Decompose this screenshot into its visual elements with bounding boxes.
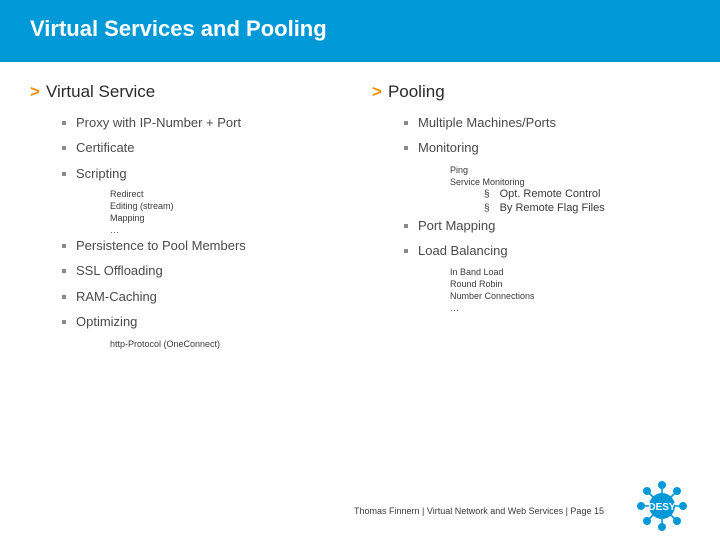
sub-item: Ping <box>450 165 469 175</box>
logo-label: DESY <box>648 502 676 513</box>
bullet-icon <box>62 269 66 273</box>
slide-title: Virtual Services and Pooling <box>30 16 327 41</box>
monitoring-sub-list <box>450 164 525 188</box>
list-item <box>62 314 137 329</box>
title-bar <box>0 0 720 62</box>
footer-text: Thomas Finnern | Virtual Network and Web Services | Page 15 <box>354 506 604 516</box>
list-item <box>62 238 246 253</box>
sub-item: Round Robin <box>450 279 503 289</box>
sub-bullet-label: Opt. Remote Control <box>499 188 601 200</box>
bullet-icon <box>404 146 408 150</box>
list-item <box>62 115 241 130</box>
load-balancing-sub-list <box>450 266 535 314</box>
sub-item: Service Monitoring <box>450 177 525 187</box>
list-item-label: Scripting <box>76 166 127 181</box>
sub-bullet-item <box>484 202 605 214</box>
bullet-icon <box>62 146 66 150</box>
left-column-heading <box>30 82 155 102</box>
chevron-right-icon: > <box>30 82 40 101</box>
sub-item: … <box>110 225 119 235</box>
bullet-icon <box>404 121 408 125</box>
optimizing-sub-list <box>110 338 220 350</box>
sub-item: Mapping <box>110 213 145 223</box>
sub-item: Number Connections <box>450 291 535 301</box>
list-item-label: Certificate <box>76 140 135 155</box>
sub-item: Editing (stream) <box>110 201 174 211</box>
sub-bullet-item <box>484 188 600 200</box>
right-column-heading <box>372 82 445 102</box>
bullet-icon <box>62 244 66 248</box>
list-item-label: Optimizing <box>76 314 138 329</box>
chevron-right-icon: > <box>372 82 382 101</box>
bullet-icon: § <box>484 203 490 214</box>
left-heading-text: Virtual Service <box>45 82 156 101</box>
desy-logo-icon <box>636 480 688 532</box>
list-item-label: Multiple Machines/Ports <box>418 115 556 130</box>
sub-bullet-label: By Remote Flag Files <box>499 202 605 214</box>
sub-item: … <box>450 303 459 313</box>
list-item-label: RAM-Caching <box>76 289 157 304</box>
list-item-label: Port Mapping <box>418 218 496 233</box>
bullet-icon <box>404 224 408 228</box>
list-item <box>62 140 135 155</box>
list-item <box>404 115 556 130</box>
sub-item: In Band Load <box>450 267 504 277</box>
bullet-icon <box>62 295 66 299</box>
sub-item: Redirect <box>110 189 144 199</box>
list-item <box>404 243 508 258</box>
list-item-label: Load Balancing <box>418 243 508 258</box>
list-item-label: Monitoring <box>418 140 479 155</box>
list-item <box>62 289 157 304</box>
list-item <box>62 263 163 278</box>
scripting-sub-list <box>110 188 174 236</box>
bullet-icon: § <box>484 189 490 200</box>
list-item <box>62 166 127 181</box>
right-heading-text: Pooling <box>387 82 445 101</box>
list-item <box>404 218 495 233</box>
list-item <box>404 140 479 155</box>
bullet-icon <box>62 172 66 176</box>
bullet-icon <box>404 249 408 253</box>
bullet-icon <box>62 121 66 125</box>
bullet-icon <box>62 320 66 324</box>
sub-item: http-Protocol (OneConnect) <box>110 339 221 349</box>
list-item-label: SSL Offloading <box>76 263 163 278</box>
list-item-label: Persistence to Pool Members <box>76 238 246 253</box>
list-item-label: Proxy with IP-Number + Port <box>76 115 242 130</box>
